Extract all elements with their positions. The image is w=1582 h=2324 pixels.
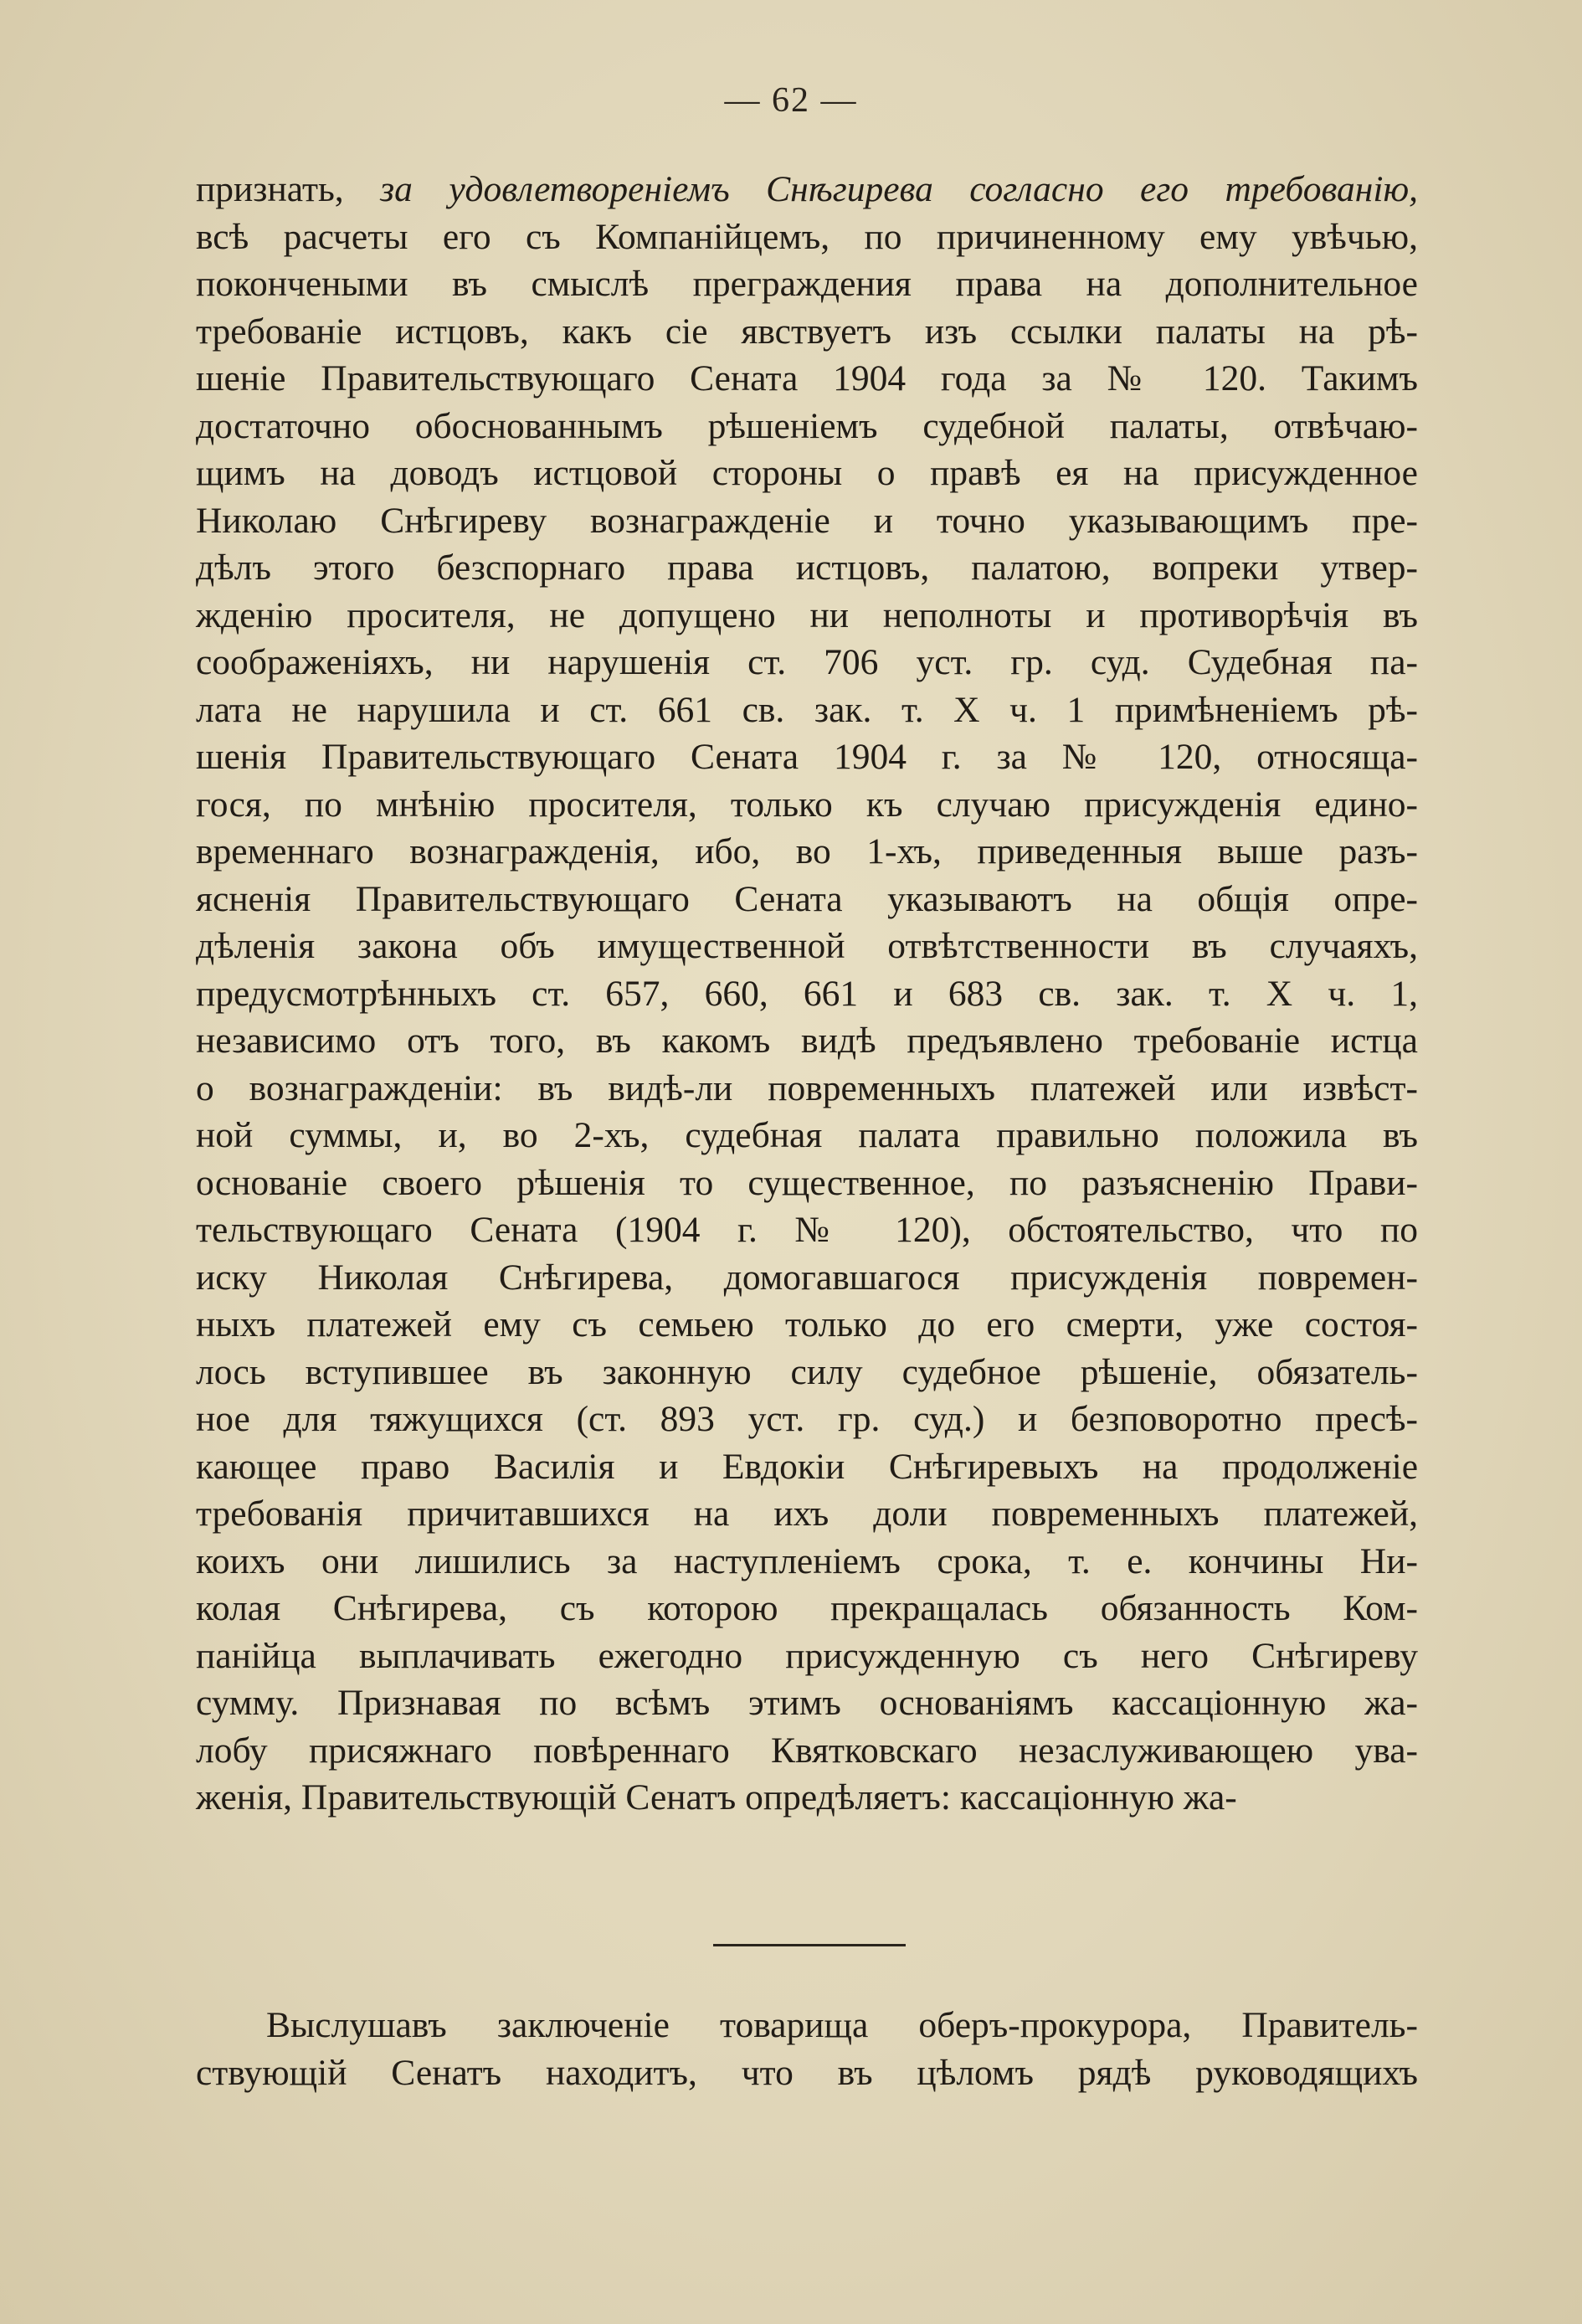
paragraph-line: соображеніяхъ, ни нарушенія ст. 706 уст. гр. суд. Судебная па-: [196, 642, 1418, 682]
paragraph-line: требованіе истцовъ, какъ сіе явствуетъ изъ ссылки палаты на рѣ-: [196, 311, 1418, 352]
paragraph-line: лобу присяжнаго повѣреннаго Квятковскаго незаслуживающею ува-: [196, 1730, 1418, 1771]
paragraph-line: независимо отъ того, въ какомъ видѣ предъявлено требованіе истца: [196, 1021, 1418, 1061]
paragraph-line: лось вступившее въ законную силу судебное рѣшеніе, обязатель-: [196, 1351, 1418, 1392]
paragraph-line: шенія Правительствующаго Сената 1904 г. за № 120, относяща-: [196, 737, 1418, 777]
paragraph-line: кающее право Василія и Евдокіи Снѣгиревыхъ на продолженіе: [196, 1446, 1418, 1487]
line-text-italic: за удовлетвореніемъ Снѣгирева согласно его требованію,: [380, 169, 1418, 209]
paragraph-line: покончеными въ смыслѣ преграждения права на дополнительное: [196, 264, 1418, 304]
paragraph-line: требованія причитавшихся на ихъ доли повременныхъ платежей,: [196, 1494, 1418, 1534]
paragraph-line: шеніе Правительствующаго Сената 1904 года за № 120. Такимъ: [196, 358, 1418, 398]
main-paragraph: [196, 166, 1418, 1822]
paragraph-line: дѣленія закона объ имущественной отвѣтственности въ случаяхъ,: [196, 926, 1418, 966]
paragraph-line: ной суммы, и, во 2-хъ, судебная палата правильно положила въ: [196, 1115, 1418, 1155]
paragraph-line: основаніе своего рѣшенія то существенное, по разъясненію Прави-: [196, 1162, 1418, 1203]
second-paragraph: [196, 2002, 1418, 2096]
paragraph-line: колая Снѣгирева, съ которою прекращалась обязанность Ком-: [196, 1588, 1418, 1628]
paragraph-line: ное для тяжущихся (ст. 893 уст. гр. суд.) и безповоротно пресѣ-: [196, 1399, 1418, 1439]
paragraph-line: иску Николая Снѣгирева, домогавшагося присужденія повремен-: [196, 1257, 1418, 1298]
paragraph-line: щимъ на доводъ истцовой стороны о правѣ ея на присужденное: [196, 453, 1418, 493]
paragraph-line: предусмотрѣнныхъ ст. 657, 660, 661 и 683 св. зак. т. X ч. 1,: [196, 973, 1418, 1014]
paragraph-line: панійца выплачивать ежегодно присужденную съ него Снѣгиреву: [196, 1635, 1418, 1676]
section-divider: [713, 1944, 906, 1946]
paragraph-line: лата не нарушила и ст. 661 св. зак. т. X ч. 1 примѣненіемъ рѣ-: [196, 689, 1418, 730]
paragraph-line: гося, по мнѣнію просителя, только къ случаю присужденія едино-: [196, 784, 1418, 825]
paragraph-line: дѣлъ этого безспорнаго права истцовъ, палатою, вопреки утвер-: [196, 548, 1418, 588]
paragraph-line: о вознагражденіи: въ видѣ-ли повременныхъ платежей или извѣст-: [196, 1067, 1418, 1108]
paragraph-line: жденію просителя, не допущено ни неполноты и противорѣчія въ: [196, 594, 1418, 635]
line-text-regular: признать,: [196, 169, 381, 209]
paragraph-line: ствующій Сенатъ находитъ, что въ цѣломъ рядѣ руководящихъ: [196, 2052, 1418, 2093]
page-number: — 62 —: [724, 81, 858, 120]
paragraph-line: [196, 166, 1418, 213]
paragraph-line: тельствующаго Сената (1904 г. № 120), обстоятельство, что по: [196, 1210, 1418, 1250]
paragraph-line: сумму. Признавая по всѣмъ этимъ основаніямъ кассаціонную жа-: [196, 1683, 1418, 1723]
paragraph-line: Николаю Снѣгиреву вознагражденіе и точно указывающимъ пре-: [196, 500, 1418, 541]
paragraph-line: достаточно обоснованнымъ рѣшеніемъ судебной палаты, отвѣчаю-: [196, 405, 1418, 446]
paragraph-line: ныхъ платежей ему съ семьею только до его смерти, уже состоя-: [196, 1304, 1418, 1345]
paragraph-line: всѣ расчеты его съ Компанійцемъ, по причиненному ему увѣчью,: [196, 216, 1418, 257]
paragraph-line-last: женія, Правительствующій Сенатъ опредѣляетъ: кассаціонную жа-: [196, 1777, 1237, 1818]
paragraph-line: Выслушавъ заключеніе товарища оберъ-прокурора, Правитель-: [266, 2005, 1418, 2045]
paragraph-line: коихъ они лишились за наступленіемъ срока, т. е. кончины Ни-: [196, 1540, 1418, 1581]
paragraph-line: ясненія Правительствующаго Сената указываютъ на общія опре-: [196, 878, 1418, 919]
paragraph-line: временнаго вознагражденія, ибо, во 1-хъ, приведенныя выше разъ-: [196, 831, 1418, 872]
